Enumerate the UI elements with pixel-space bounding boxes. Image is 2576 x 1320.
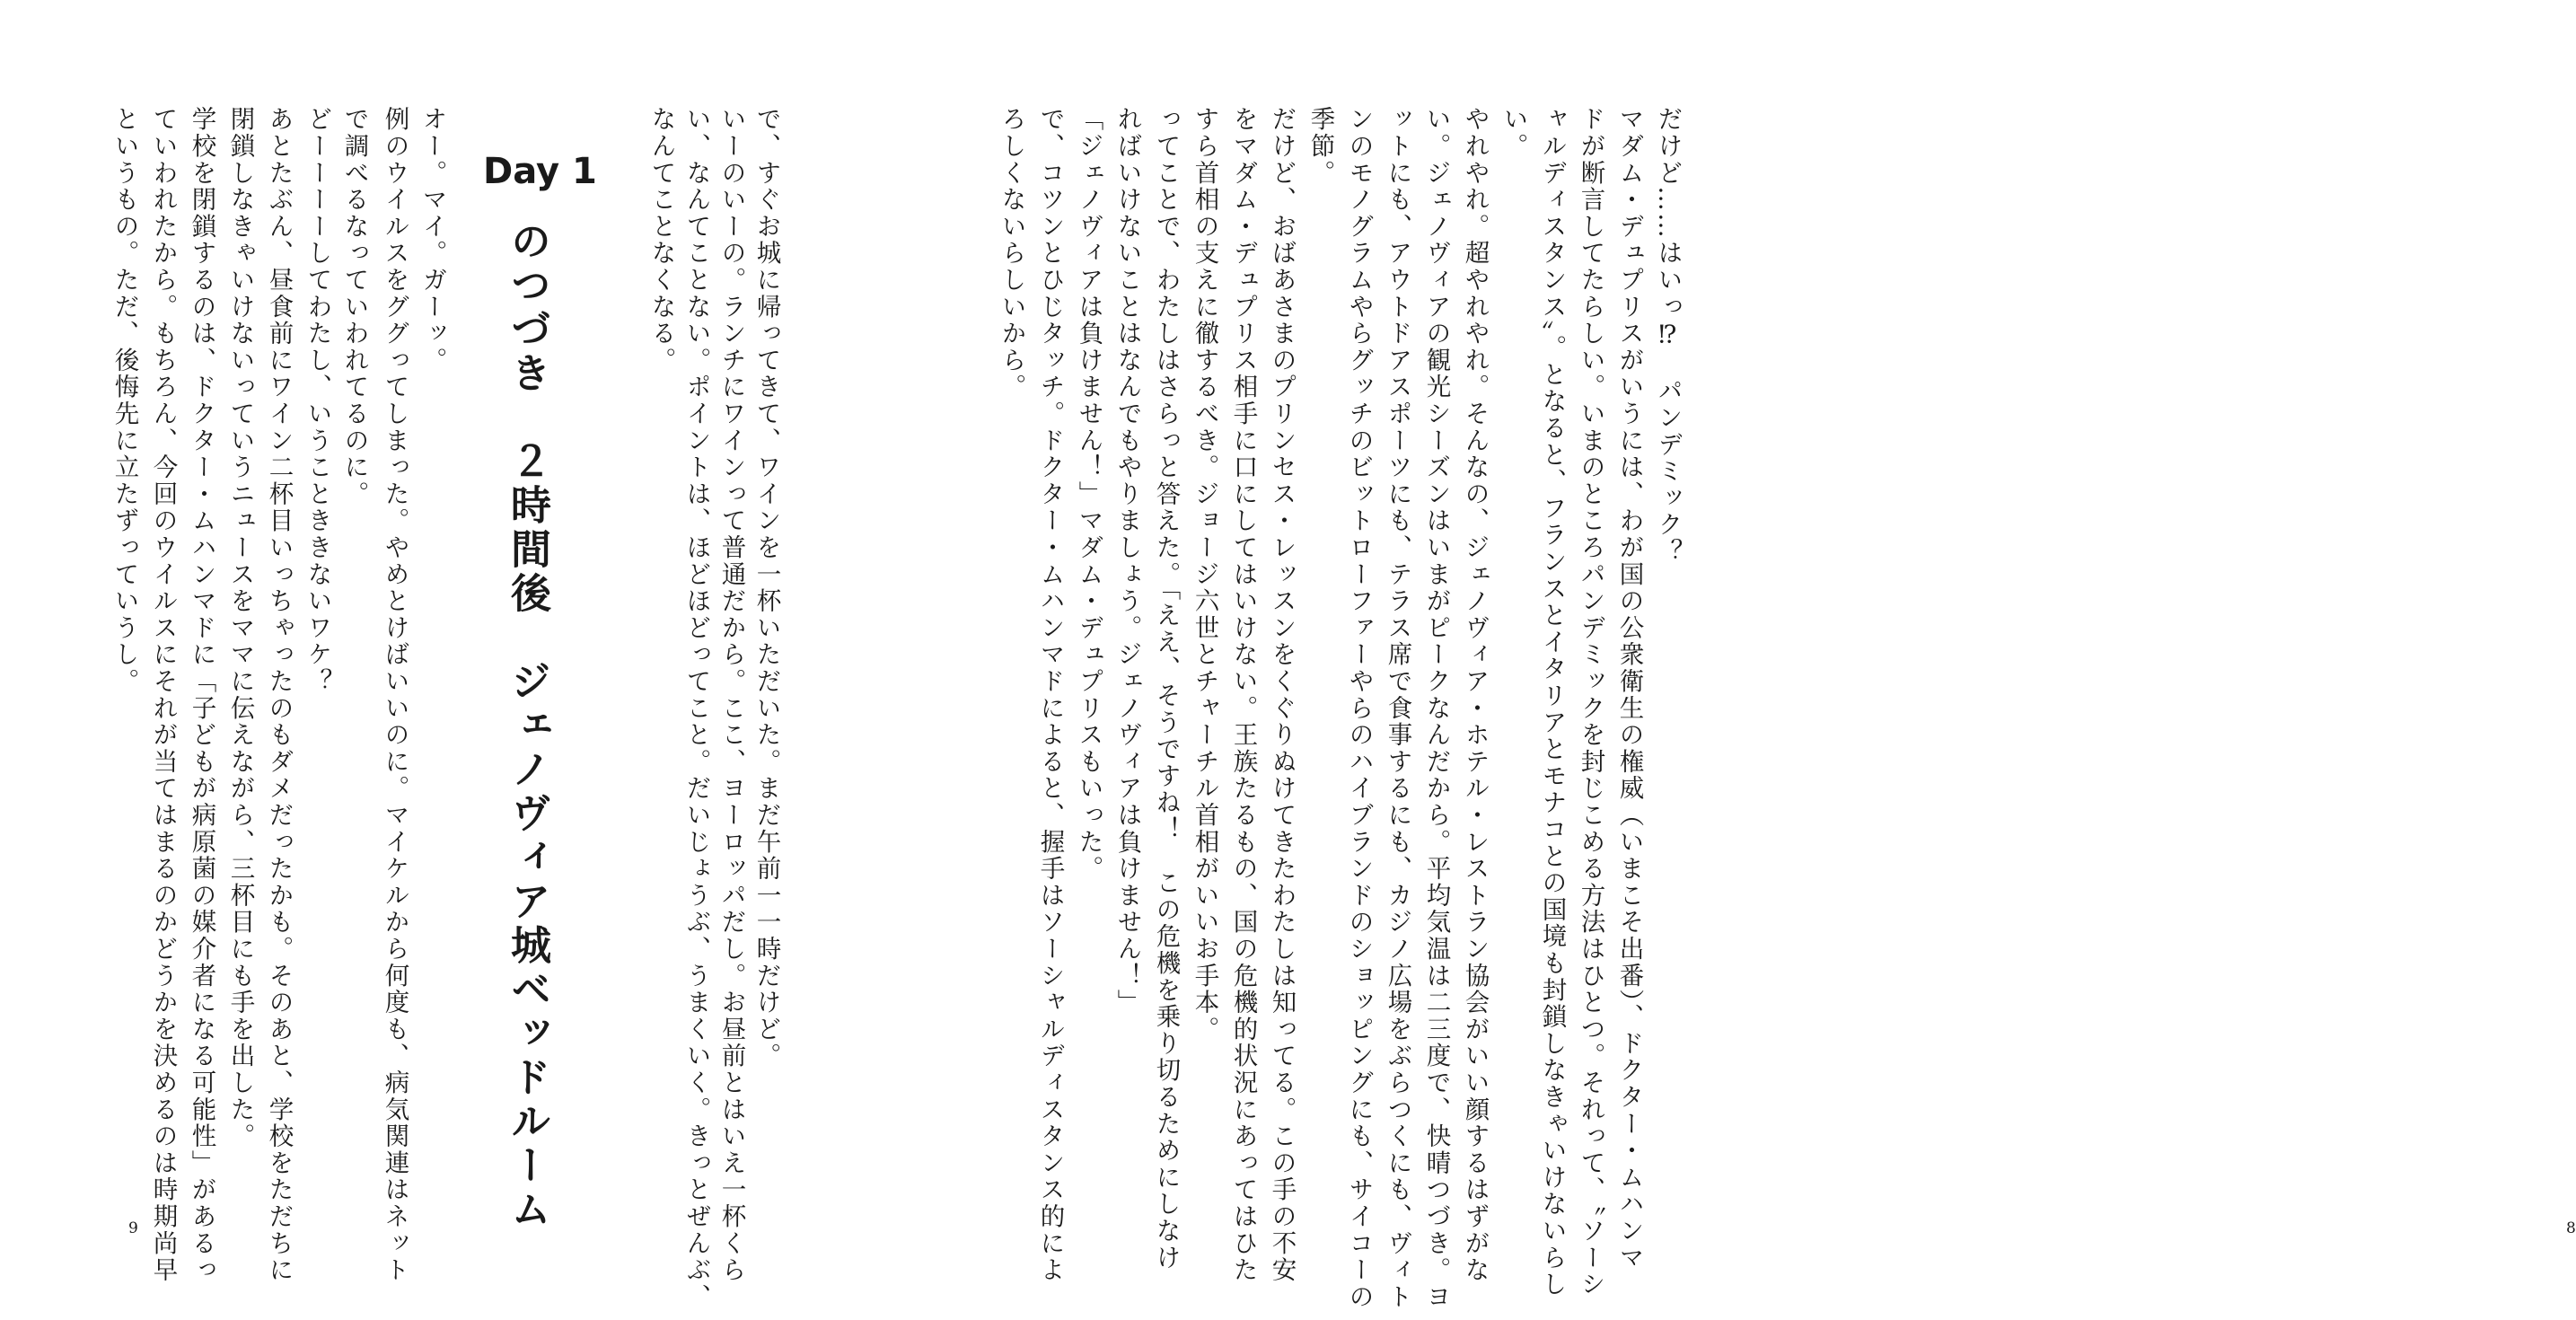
text-column: で、コツンとひじタッチ。ドクター・ムハンマドによると、握手はソーシャルディスタンス的によ: [1035, 106, 1065, 1284]
chapter-title: のつづき ２時間後 ジェノヴィア城ベッドルーム: [504, 220, 551, 1232]
text-column: ャルディスタンス〟。となると、フランスとイタリアとモナコとの国境も封鎖しなきゃいけないらし: [1537, 106, 1567, 1298]
text-column: で、すぐお城に帰ってきて、ワインを一杯いただいた。まだ午前一一時だけど。: [752, 106, 781, 1069]
text-column: というもの。ただ、後悔先に立たずっていうし。: [110, 106, 139, 695]
text-column: あとたぶん、昼食前にワイン二杯目いっちゃったのもダメだったかも。そのあと、学校をただちに: [264, 106, 294, 1284]
page-number: 8: [2566, 1219, 2576, 1237]
text-column: 学校を閉鎖するのは、ドクター・ムハンマドに「子どもが病原菌の媒介者になる可能性」があるっ: [187, 106, 216, 1284]
text-column: ろしくないらしいから。: [997, 106, 1026, 400]
text-column: い、なんてことない。ポイントは、ほどほどってこと。だいじょうぶ、うまくいく。きっとぜんぶ、: [681, 106, 711, 1310]
text-column: 閉鎖しなきゃいけないっていうニュースをママに伝えながら、三杯目にも手を出した。: [225, 106, 255, 1150]
text-column: なんてことなくなる。: [646, 106, 676, 374]
text-column: 例のウイルスをググってしまった。やめとけばいいのに。マイケルから何度も、病気関連はネット: [380, 106, 409, 1284]
text-column: だけど、おばあさまのプリンセス・レッスンをくぐりぬけてきたわたしは知ってる。この手の不安: [1267, 106, 1297, 1284]
text-column: どーーーーしてわたし、いうことききないワケ？: [303, 106, 332, 695]
text-column: い。: [1499, 106, 1528, 160]
text-column: ってことで、わたしはさらっと答えた。「ええ、そうですね！ この危機を乗り切るためにしなけ: [1151, 106, 1181, 1272]
text-column: い。ジェノヴィアの観光シーズンはいまがピークなんだから。平均気温は二三度で、快晴つづき。ヨ: [1421, 106, 1451, 1310]
right-page: [898, 0, 2576, 1320]
chapter-day: Day 1: [483, 151, 597, 192]
text-column: いーのいーの。ランチにワインって普通だから。ここ、ヨーロッパだし。お昼前とはいえ一杯くら: [717, 106, 746, 1284]
text-column: をマダム・デュプリス相手に口にしてはいけない。王族たるもの、国の危機的状況にあってはひた: [1228, 106, 1258, 1284]
left-page: [0, 0, 898, 1320]
text-column: やれやれ。超やれやれ。そんなの、ジェノヴィア・ホテル・レストラン協会がいい顔するはずがな: [1460, 106, 1490, 1284]
text-column: で調べるなっていわれてるのに。: [339, 106, 369, 507]
text-column: だけど……はいっ⁉ パンデミック？: [1653, 106, 1683, 566]
text-column: ドが断言してたらしい。いまのところパンデミックを封じこめる方法はひとつ。それって、〝ソーシ: [1576, 106, 1605, 1298]
text-column: ればいけないことはなんでもやりましょう。ジェノヴィアは負けません！」: [1112, 106, 1142, 1016]
page-number: 9: [128, 1219, 138, 1237]
text-column: すら首相の支えに徹するべき。ジョージ六世とチャーチル首相がいいお手本。: [1190, 106, 1219, 1043]
text-column: ットにも、アウトドアスポーツにも、テラス席で食事するにも、カジノ広場をぶらつくにも、ヴィト: [1383, 106, 1412, 1310]
text-column: 季節。: [1306, 106, 1335, 187]
text-column: ンのモノグラムやらグッチのビットローファーやらのハイブランドのショッピングにも、サイコーの: [1344, 106, 1374, 1310]
text-column: ていわれたから。もちろん、今回のウイルスにそれが当てはまるのかどうかを決めるのは時期尚早: [148, 106, 178, 1284]
text-column: マダム・デュプリスがいうには、わが国の公衆衛生の権威（いまこそ出番）、ドクター・ムハンマ: [1614, 106, 1644, 1272]
text-column: オー。マイ。ガーッ。: [418, 106, 447, 374]
text-column: 「ジェノヴィアは負けません！」マダム・デュプリスもいった。: [1074, 106, 1103, 883]
